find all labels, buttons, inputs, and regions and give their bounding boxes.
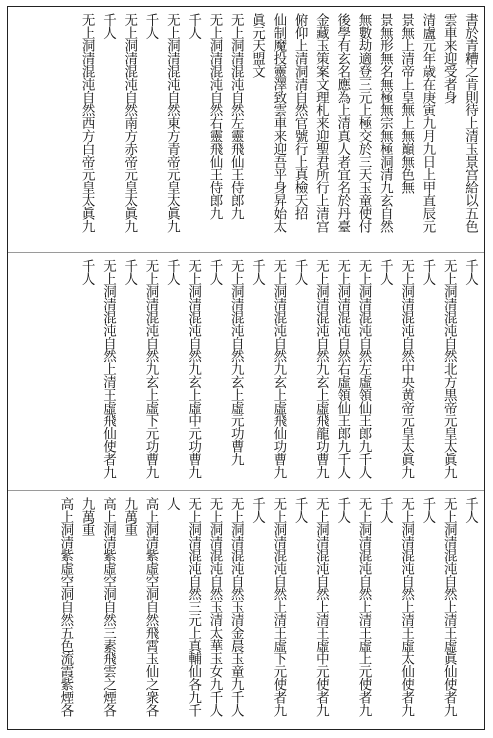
upper-panel-columns: [8, 7, 484, 252]
text-column: 千人: [291, 259, 308, 285]
text-column: 千人: [185, 13, 202, 39]
text-column: 眞元天盟文: [249, 13, 266, 78]
text-column: 无上洞清混沌自然中央黄帝元皇太眞九: [398, 259, 415, 479]
text-column: 千人: [462, 497, 478, 523]
text-column: 无上洞清混沌自然九玄上虛元功曹九: [227, 259, 244, 466]
text-column: 千人: [206, 259, 223, 285]
text-column: 无上洞清混沌自然上清王虛下元使者九: [270, 497, 287, 717]
text-column: 高上洞清紫虛空洞自然三素飛雲之煙各: [99, 497, 116, 717]
text-column: 俯仰上清洞清自然官號行上真檢天招: [291, 13, 308, 220]
text-column: 千人: [249, 497, 266, 523]
text-column: 清盧元年歳在庚寅九月九日上甲直辰元: [419, 13, 436, 233]
text-column: 人: [163, 497, 180, 510]
text-column: 无上洞清混沌自然南方赤帝元皇太眞九: [121, 13, 138, 233]
text-column: 千人: [419, 497, 436, 523]
text-column: 无上洞清混沌自然左虛領仙王郎九千人: [355, 259, 372, 479]
text-column: 九萬重: [121, 497, 138, 536]
text-column: 无上洞清混沌自然西方白帝元皇太眞九: [78, 13, 95, 233]
text-column: 无上洞清混沌自然九玄上虛中元功曹九: [185, 259, 202, 479]
text-column: 无上洞清混沌自然右虛領仙王郎九千人: [334, 259, 351, 479]
text-column: 千人: [78, 259, 95, 285]
scripture-page: [7, 6, 485, 730]
text-column: 無數劫適登三元上極交於三天玉童使付: [355, 13, 372, 233]
text-column: 景無形無名無極無宗無極洞清九玄自然: [376, 13, 393, 233]
text-column: 无上洞清混沌自然東方青帝元皇太眞九: [163, 13, 180, 233]
text-column: 千人: [334, 497, 351, 523]
text-column: 无上洞清混沌自然上清王虛太仙使者九: [398, 497, 415, 717]
text-column: 書於青糟之肯則待上清玉景宫給以五色: [462, 13, 478, 233]
text-column: 千人: [376, 497, 393, 523]
text-column: 金藏玉策案文理札来迎聖君所行上清宫: [312, 13, 329, 233]
text-column: 无上洞清混沌自然玉清太華玉女九千人: [206, 497, 223, 717]
text-column: 千人: [99, 13, 116, 39]
text-column: 无上洞清混沌自然北方黒帝元皇太眞九: [440, 259, 457, 479]
text-column: 无上洞清混沌自然上清王虛眞仙使者九: [440, 497, 457, 717]
text-column: 无上洞清混沌自然上清王虛中元使者九: [312, 497, 329, 717]
lower-panel: [8, 491, 484, 729]
text-column: 无上洞清混沌自然三元上真輔仙各九千: [185, 497, 202, 717]
upper-panel: [8, 7, 484, 253]
text-column: 高上洞清紫虛空洞自然飛霄玉仙之衆各: [142, 497, 159, 717]
middle-panel-columns: [8, 253, 484, 490]
text-column: 无上洞清混沌自然上清王虛飛仙使者九: [99, 259, 116, 479]
text-column: 仙制魔投靈澤致雲車来迎吾平身昇始太: [270, 13, 287, 233]
text-column: 无上洞清混沌自然左靈飛仙王侍郎九: [227, 13, 244, 220]
text-column: 无上洞清混沌自然九玄上虛飛仙功曹九: [270, 259, 287, 479]
text-column: 无上洞清混沌自然九玄上虛飛龍功曹九: [312, 259, 329, 479]
text-column: 千人: [376, 259, 393, 285]
text-column: 无上洞清混沌自然右靈飛仙王侍郎九: [206, 13, 223, 220]
text-column: 千人: [249, 259, 266, 285]
text-column: 千人: [142, 13, 159, 39]
text-column: 景無上清帝上皇無上無巔無色無: [398, 13, 415, 194]
text-column: 无上洞清混沌自然玉清金晨玉童九千人: [227, 497, 244, 717]
text-column: 後學有玄名應為上清真人者宜名於丹臺: [334, 13, 351, 233]
text-column: 高上洞清紫虛空洞自然五色流霞紫煙各: [57, 497, 74, 717]
text-column: 雲車来迎受者身: [440, 13, 457, 104]
text-column: 千人: [163, 259, 180, 285]
text-column: 千人: [419, 259, 436, 285]
text-column: 九萬重: [78, 497, 95, 536]
text-column: 千人: [121, 259, 138, 285]
text-column: 无上洞清混沌自然九玄上虛下元功曹九: [142, 259, 159, 479]
text-column: 千人: [291, 497, 308, 523]
lower-panel-columns: [8, 491, 484, 729]
text-column: 千人: [462, 259, 478, 285]
middle-panel: [8, 253, 484, 491]
text-column: 无上洞清混沌自然上清王虛上元使者九: [355, 497, 372, 717]
